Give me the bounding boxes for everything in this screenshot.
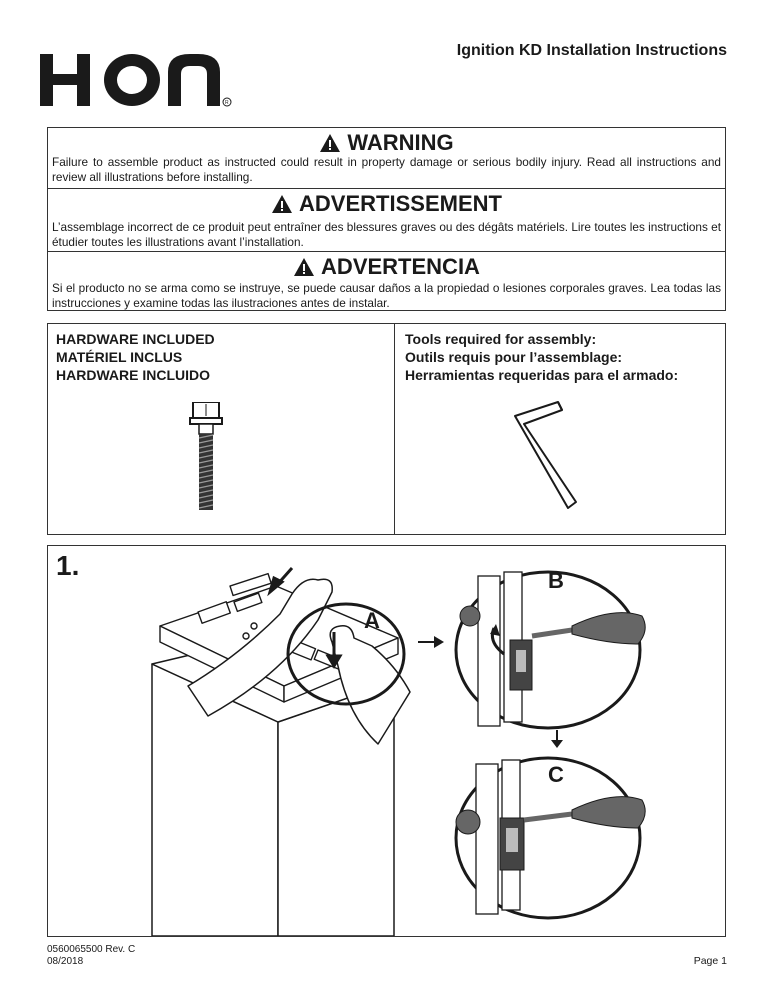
hardware-tools-box [47,323,726,535]
revision-date: 08/2018 [47,956,84,967]
warning-triangle-icon [293,257,315,277]
warning-text-fr: L’assemblage incorrect de ce produit peut entraîner des blessures graves ou des dégâts matériels. Lire toutes les instructions et étudier toutes les illustrations avant l’installation. [52,220,721,249]
warning-box [47,127,726,311]
callout-a-label: A [364,608,380,633]
callout-b-label: B [548,568,564,593]
step-1-box [47,545,726,937]
warning-text-en: Failure to assemble product as instructed could result in property damage or serious bodily injury. Read all instructions and review all illustrations before installing. [52,155,721,184]
arrow-b-to-c [551,730,563,748]
tools-label-es: Herramientas requeridas para el armado: [405,367,679,383]
arrow-a-to-b [418,636,444,648]
divider [48,188,725,189]
hardware-label-fr: MATÉRIEL INCLUS [56,349,183,365]
tools-label-fr: Outils requis pour l’assemblage: [405,349,623,365]
tools-required-list [405,330,678,384]
footer-document-info [47,944,135,968]
warning-triangle-icon [271,194,293,214]
hardware-label-es: HARDWARE INCLUIDO [56,367,210,383]
detail-b-drawing [456,572,645,728]
warning-heading-es: ADVERTENCIA [48,254,725,280]
warning-text-es: Si el producto no se arma como se instruye, se puede causar daños a la propiedad o lesiones corporales graves. Lea todas las instrucciones y examine todas las ilustraciones antes de instalar. [52,281,721,310]
part-number: 0560065500 Rev. C [47,944,136,955]
tools-label-en: Tools required for assembly: [405,331,597,347]
page-number: Page 1 [693,955,727,967]
divider [48,251,725,252]
hardware-included-list [56,330,215,384]
step-1-illustration [48,546,725,936]
step-number: 1. [56,550,80,581]
bolt-icon [186,402,226,512]
warning-heading-en: WARNING [48,130,725,156]
callout-c-label: C [548,762,564,787]
warning-heading-fr: ADVERTISSEMENT [48,191,725,217]
allen-wrench-icon [510,398,580,514]
hardware-label-en: HARDWARE INCLUDED [56,331,215,347]
divider [394,324,395,534]
hon-logo [40,52,232,108]
warning-triangle-icon [319,133,341,153]
document-title: Ignition KD Installation Instructions [456,42,727,59]
svg-text:R: R [225,100,229,106]
